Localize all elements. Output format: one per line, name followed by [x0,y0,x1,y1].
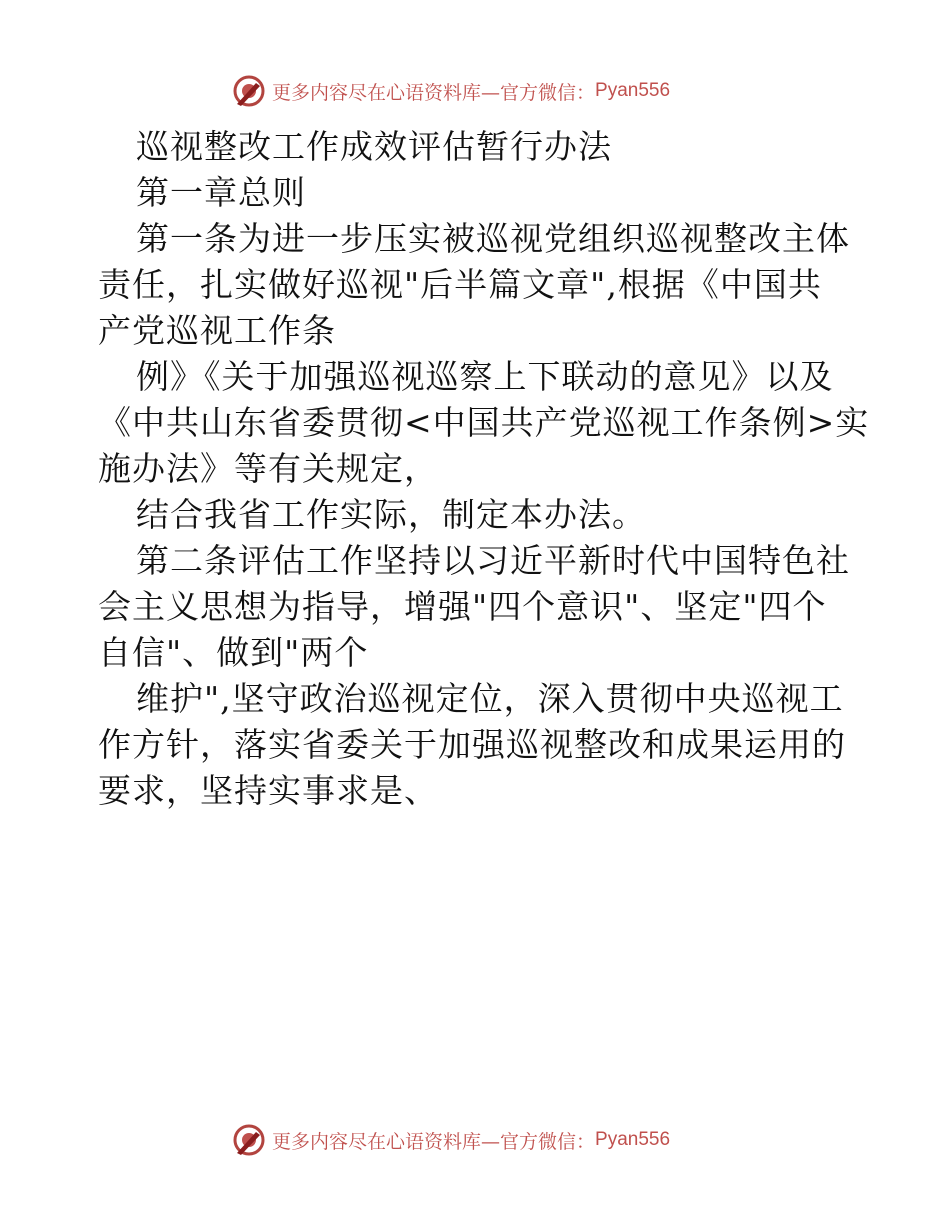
document-body [98,124,870,814]
doc-title: 巡视整改工作成效评估暂行办法 [136,127,612,166]
text-line: 例》《关于加强巡视巡察上下联动的意见》以及 [136,357,834,396]
text-line: 产党巡视工作条 [98,311,336,350]
text-line: 第一条为进一步压实被巡视党组织巡视整改主体 [136,219,850,258]
text-line: 会主义思想为指导，增强"四个意识"、坚定"四个 [98,587,827,626]
pen-logo-icon [232,1123,266,1157]
text-line: 《中共山东省委贯彻<中国共产党巡视工作条例>实 [98,403,870,442]
text-line: 责任，扎实做好巡视"后半篇文章",根据《中国共 [98,265,822,304]
text-line: 要求，坚持实事求是、 [98,771,438,810]
text-line: 第二条评估工作坚持以习近平新时代中国特色社 [136,541,850,580]
pen-logo-icon [232,74,266,108]
header-watermark [232,73,670,109]
watermark-id: Pyan556 [595,80,671,101]
text-line: 施办法》等有关规定， [98,449,438,488]
text-line: 维护",坚守政治巡视定位，深入贯彻中央巡视工 [136,679,844,718]
watermark-text: 更多内容尽在心语资料库—官方微信： [272,81,596,104]
text-line: 自信"、做到"两个 [98,633,369,672]
footer-watermark [232,1122,670,1158]
watermark-id: Pyan556 [595,1129,671,1150]
text-line: 结合我省工作实际，制定本办法。 [136,495,646,534]
text-line: 作方针，落实省委关于加强巡视整改和成果运用的 [98,725,846,764]
watermark-text: 更多内容尽在心语资料库—官方微信： [272,1130,596,1153]
chapter-heading: 第一章总则 [136,173,306,212]
